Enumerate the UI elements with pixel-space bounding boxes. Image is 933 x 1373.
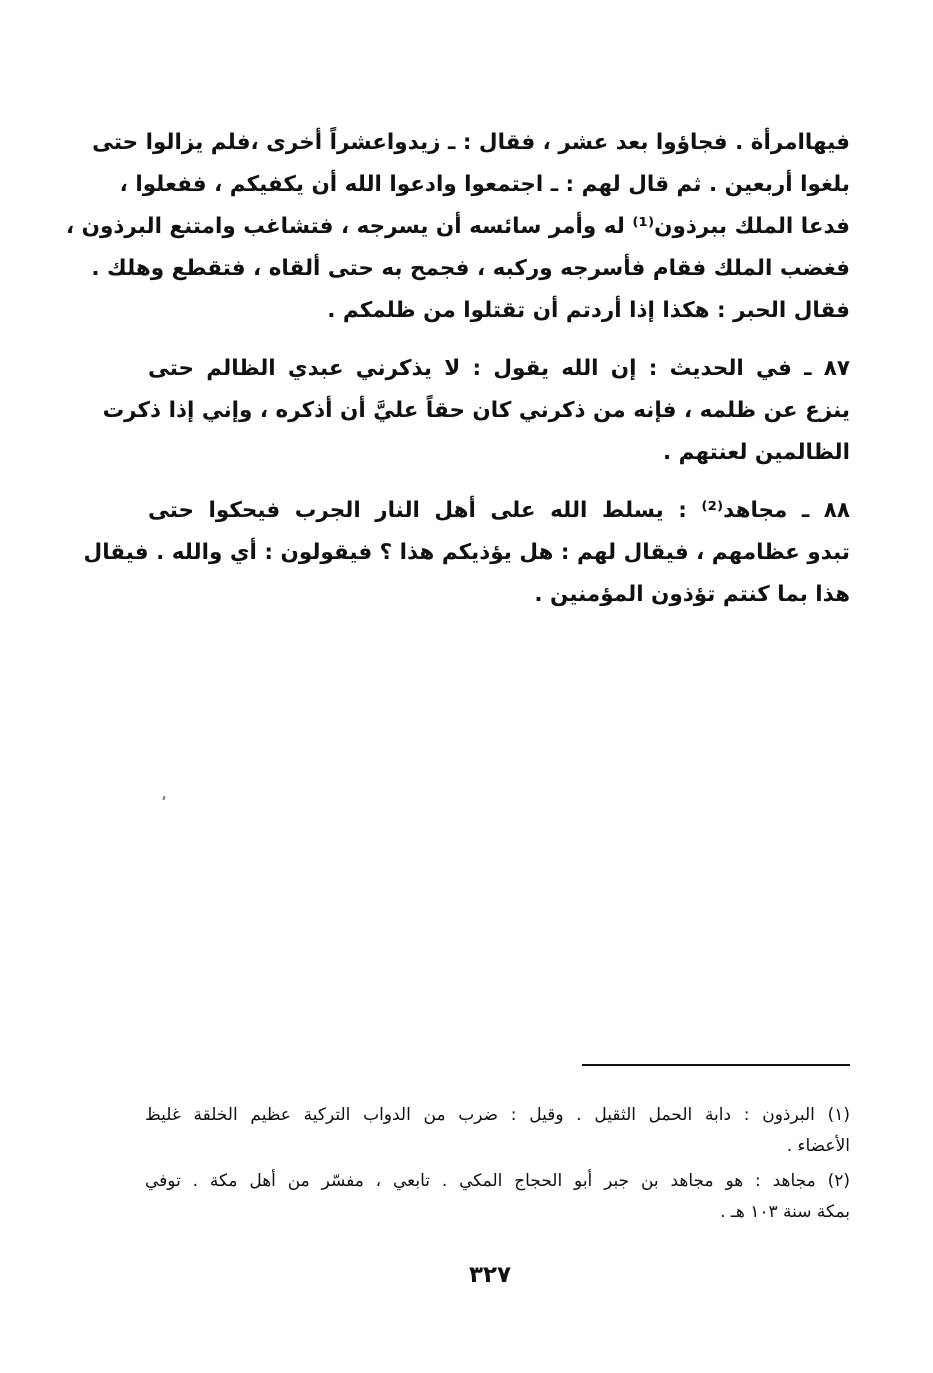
footnote-1: [145, 1100, 850, 1162]
page-number: ٣٢٧: [468, 1262, 512, 1288]
paragraph-87: [102, 348, 850, 474]
text-line: ٨٧ ـ في الحديث : إن الله يقول : لا يذكرني عبدي الظالم حتى: [148, 356, 850, 381]
text-line: فدعا الملك ببرذون⁽¹⁾ له وأمر سائسه أن يسرجه ، فتشاغب وامتنع البرذون ،: [65, 214, 850, 239]
text-line: ٨٨ ـ مجاهد⁽²⁾ : يسلط الله على أهل النار الجرب فيحكوا حتى: [148, 498, 851, 523]
scan-speck: [162, 796, 165, 800]
main-text: [65, 122, 851, 616]
text-line: الظالمين لعنتهم .: [662, 440, 850, 465]
footnote-line: الأعضاء .: [786, 1136, 850, 1156]
footnote-line: (١) البرذون : دابة الحمل الثقيل . وقيل : ضرب من الدواب التركية عظيم الخلقة غليظ: [145, 1105, 850, 1125]
footnote-line: بمكة سنة ١٠٣ هـ .: [720, 1202, 850, 1222]
footnote-separator: [582, 1064, 850, 1066]
text-line: ينزع عن ظلمه ، فإنه من ذكرني كان حقاً عليَّ أن أذكره ، وإني إذا ذكرت: [102, 398, 850, 423]
footnotes: [145, 1100, 850, 1228]
footnote-line: (٢) مجاهد : هو مجاهد بن جبر أبو الحجاج المكي . تابعي ، مفسّر من أهل مكة . توفي: [145, 1171, 850, 1191]
text-line: فقال الحبر : هكذا إذا أردتم أن تقتلوا من ظلمكم .: [327, 298, 850, 323]
text-line: هذا بما كنتم تؤذون المؤمنين .: [534, 582, 850, 607]
paragraph-88: [83, 490, 851, 616]
text-line: فيهاامرأة . فجاؤوا بعد عشر ، فقال : ـ زيدواعشراً أخرى ،فلم يزالوا حتى: [92, 130, 850, 155]
footnote-2: [145, 1166, 850, 1228]
text-line: بلغوا أربعين . ثم قال لهم : ـ اجتمعوا وادعوا الله أن يكفيكم ، ففعلوا ،: [119, 172, 850, 197]
text-line: تبدو عظامهم ، فيقال لهم : هل يؤذيكم هذا ؟ فيقولون : أي والله . فيقال: [83, 540, 850, 565]
paragraph-anecdote: [65, 122, 850, 332]
text-line: فغضب الملك فقام فأسرجه وركبه ، فجمح به حتى ألقاه ، فتقطع وهلك .: [91, 256, 850, 281]
